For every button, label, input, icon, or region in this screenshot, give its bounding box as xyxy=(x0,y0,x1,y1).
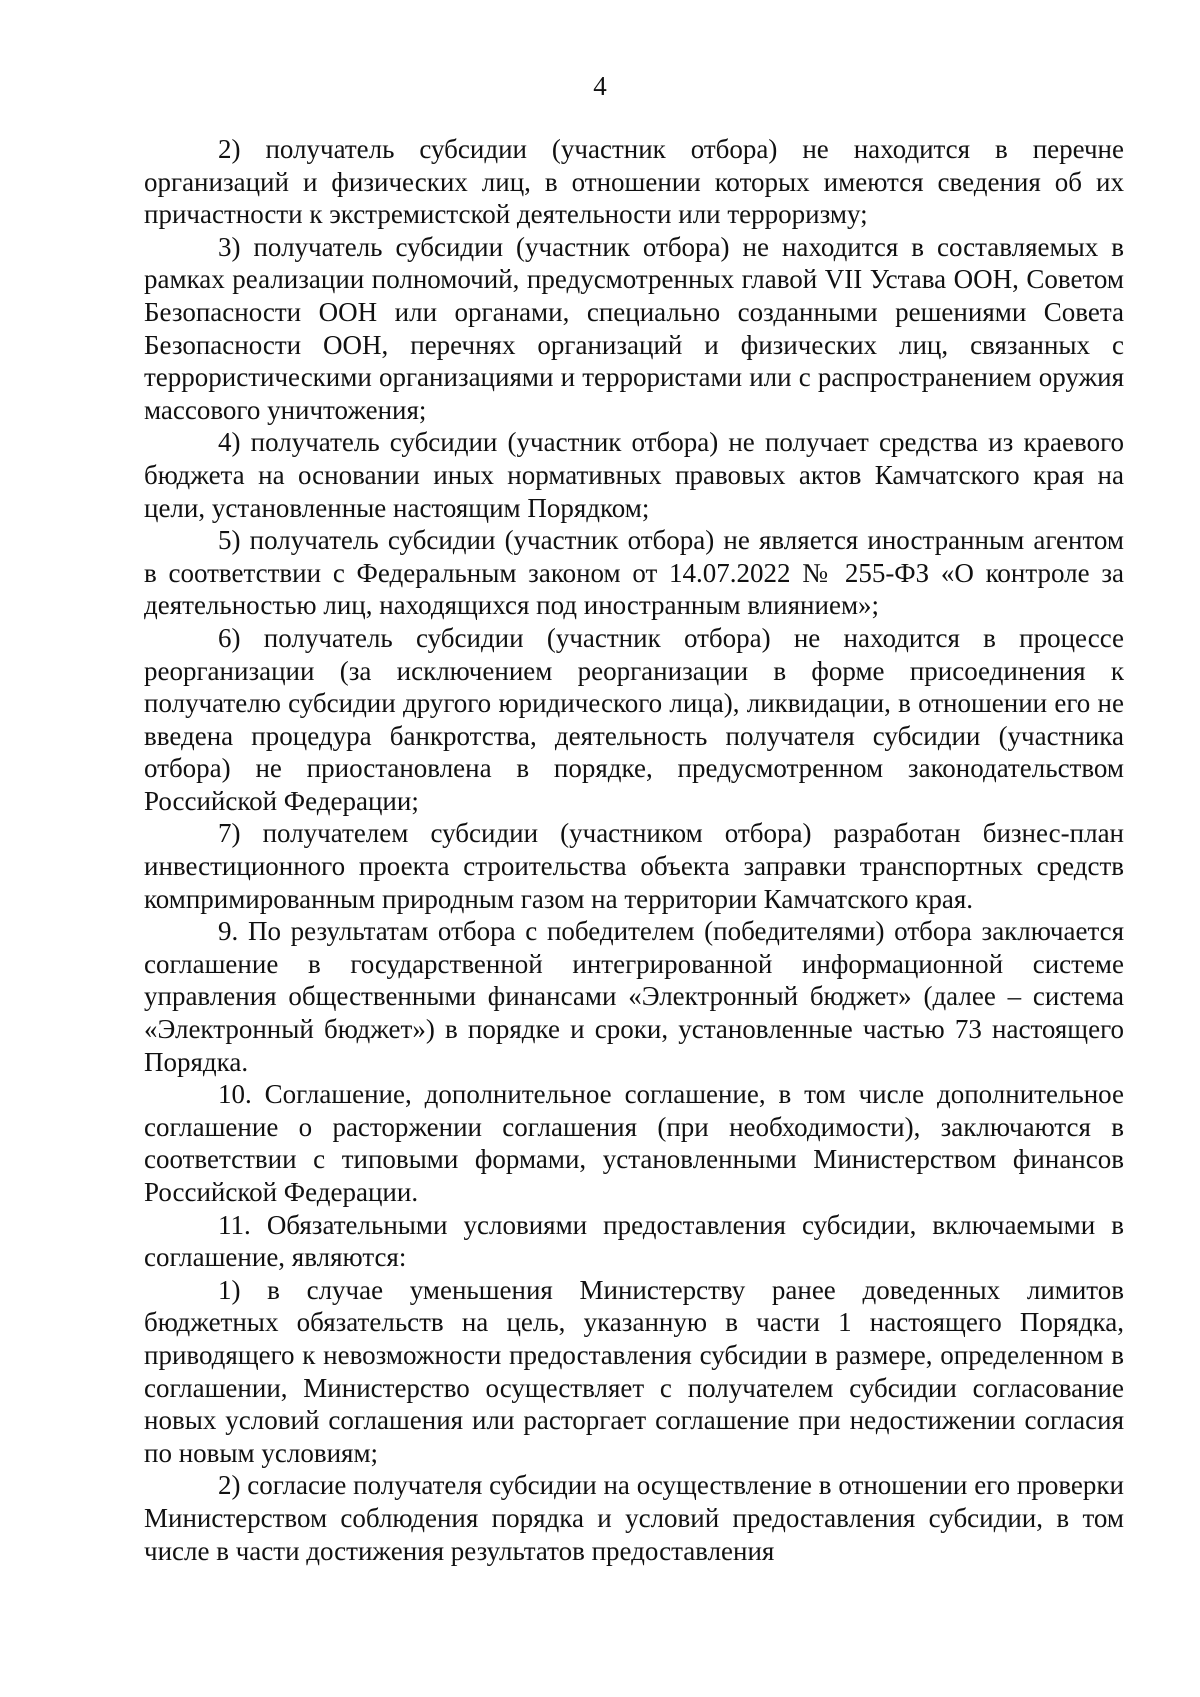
paragraph-condition-1: 1) в случае уменьшения Министерству ранее доведенных лимитов бюджетных обязательств на цель, указанную в части 1 настоящего Порядка, приводящего к невозможности предоставления субсидии в размере, определенном в соглашении, Министерство осуществляет с получателем субсидии согласование новых условий соглашения или расторгает соглашение при недостижении согласия по новым условиям; xyxy=(144,1274,1124,1468)
paragraph-criterion-2: 2) получатель субсидии (участник отбора) не находится в перечне организаций и физических лиц, в отношении которых имеются сведения об их причастности к экстремистской деятельности или терроризму; xyxy=(144,134,1124,230)
page-number: 4 xyxy=(593,71,607,101)
document-body xyxy=(144,133,1124,1567)
paragraph-criterion-4: 4) получатель субсидии (участник отбора) не получает средства из краевого бюджета на основании иных нормативных правовых актов Камчатского края на цели, установленные настоящим Порядком; xyxy=(144,427,1124,523)
paragraph-criterion-3: 3) получатель субсидии (участник отбора) не находится в составляемых в рамках реализации полномочий, предусмотренных главой VII Устава ООН, Советом Безопасности ООН или органами, специально созданными решениями Совета Безопасности ООН, перечнях организаций и физических лиц, связанных с террористическими организациями и террористами или с распространением оружия массового уничтожения; xyxy=(144,231,1124,425)
paragraph-section-11: 11. Обязательными условиями предоставления субсидии, включаемыми в соглашение, являются: xyxy=(144,1209,1124,1273)
paragraph-condition-2: 2) согласие получателя субсидии на осуществление в отношении его проверки Министерством соблюдения порядка и условий предоставления субсидии, в том числе в части достижения результатов предоставления xyxy=(144,1470,1124,1566)
paragraph-section-9: 9. По результатам отбора с победителем (победителями) отбора заключается соглашение в государственной интегрированной информационной системе управления общественными финансами «Электронный бюджет» (далее – система «Электронный бюджет») в порядке и сроки, установленные частью 73 настоящего Порядка. xyxy=(144,916,1124,1077)
paragraph-criterion-5: 5) получатель субсидии (участник отбора) не является иностранным агентом в соответствии с Федеральным законом от 14.07.2022 № 255-ФЗ «О контроле за деятельностью лиц, находящихся под иностранным влиянием»; xyxy=(144,525,1124,621)
paragraph-section-10: 10. Соглашение, дополнительное соглашение, в том числе дополнительное соглашение о расторжении соглашения (при необходимости), заключаются в соответствии с типовыми формами, установленными Министерством финансов Российской Федерации. xyxy=(144,1079,1124,1207)
paragraph-criterion-6: 6) получатель субсидии (участник отбора) не находится в процессе реорганизации (за исключением реорганизации в форме присоединения к получателю субсидии другого юридического лица), ликвидации, в отношении его не введена процедура банкротства, деятельность получателя субсидии (участника отбора) не приостановлена в порядке, предусмотренном законодательством Российской Федерации; xyxy=(144,622,1124,816)
paragraph-criterion-7: 7) получателем субсидии (участником отбора) разработан бизнес-план инвестиционного проекта строительства объекта заправки транспортных средств компримированным природным газом на территории Камчатского края. xyxy=(144,818,1124,914)
